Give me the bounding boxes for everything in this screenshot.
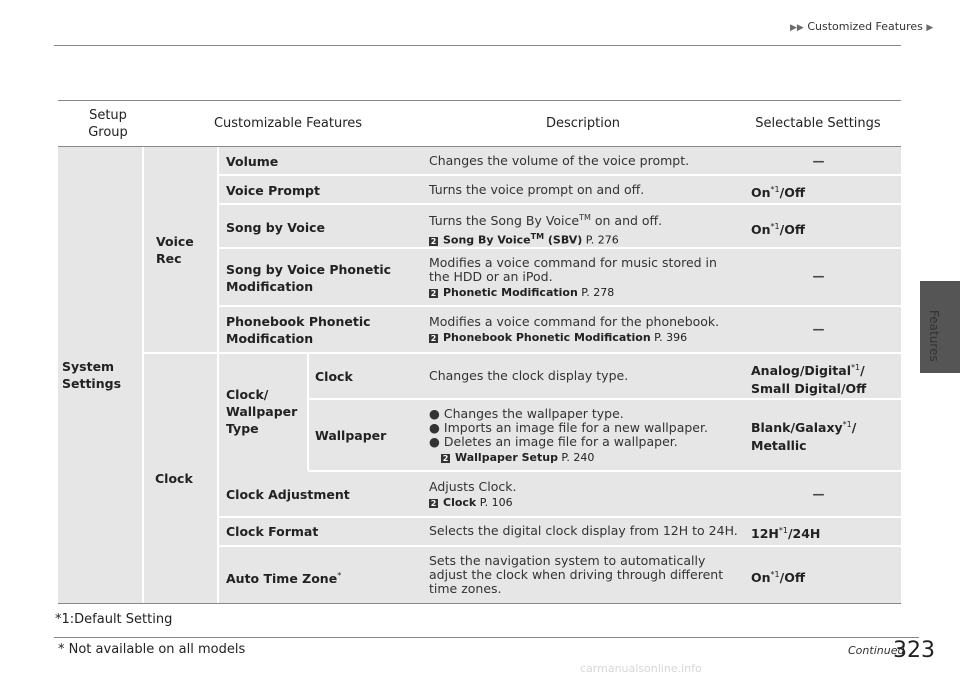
bullet-item: ● Deletes an image file for a wallpaper. [429,434,678,449]
feature-description: Changes the clock display type. [429,368,629,383]
cross-reference[interactable]: 2 Phonebook Phonetic Modification P. 396 [430,331,688,344]
bullet-item: ● Changes the wallpaper type. [429,406,624,421]
feature-description [429,407,708,465]
feature-name: Wallpaper [315,428,387,443]
cross-reference[interactable]: 2 Wallpaper Setup P. 240 [442,451,595,464]
side-tab-label: Features [927,310,941,362]
subgroup-voice-rec: Voice Rec [156,234,194,266]
selectable-setting: Blank/Galaxy$^{*1}$/ Metallic [751,420,857,454]
table-row [218,147,901,176]
selectable-setting: On$^{*1}$/Off [751,570,805,586]
feature-name: Phonebook Phonetic Modification [226,314,371,346]
breadcrumb [790,20,933,33]
cross-reference[interactable]: 2 Phonetic Modification P. 278 [430,286,615,299]
header-description: Description [545,116,621,131]
arrow-icon: ▶▶ [790,23,804,33]
top-divider [54,45,901,46]
not-available-note: * Not available on all models [58,642,246,657]
table-row [218,249,901,307]
page-reference-icon: 2 [442,454,449,463]
page-number: 323 [893,638,935,663]
feature-description: Changes the volume of the voice prompt. [429,153,690,168]
feature-name: Volume [226,154,279,169]
header-setup-group: Setup Group [88,108,128,140]
page-reference-icon: 2 [430,289,437,298]
setting-dash: — [812,269,825,283]
table-top-rule [58,100,901,101]
feature-description: Sets the navigation system to automatically adjust the clock when driving through different time zones. [429,553,724,596]
table-bottom-rule [58,603,901,604]
feature-name: Song by Voice [226,220,325,235]
default-setting-footnote: *1:Default Setting [55,612,173,627]
continued-label: Continued [848,644,905,657]
feature-description: Turns the Song By Voice™ on and off. 2 Song By Voice™ (SBV) P. 276 [429,213,663,247]
header-selectable-settings: Selectable Settings [755,116,881,131]
selectable-setting: $12H^{*1}/24H$ [751,526,821,542]
cross-reference[interactable]: 2 Song By Voice™ (SBV) P. 276 [430,232,619,247]
feature-name: Clock Adjustment [226,487,350,502]
feature-description: Modifies a voice command for music stored in the HDD or an iPod. 2 Phonetic Modification P. 278 [429,255,717,299]
feature-name: Auto Time Zone* [226,571,342,587]
feature-description: Modifies a voice command for the phonebook. 2 Phonebook Phonetic Modification P. 396 [429,314,720,344]
setting-dash: — [812,322,825,336]
header-customizable-features: Customizable Features [213,116,363,131]
feature-name: Clock Format [226,524,319,539]
bullet-item: ● Imports an image file for a new wallpaper. [429,420,708,435]
feature-description: Turns the voice prompt on and off. [429,182,645,197]
feature-description: Selects the digital clock display from 12H to 24H. [429,523,738,538]
table-row [308,354,901,400]
feature-name: Clock [315,369,353,384]
page-reference-icon: 2 [430,334,437,343]
breadcrumb-label: Customized Features [807,20,923,33]
watermark: carmanualsonline.info [580,662,702,675]
table-row [218,518,901,547]
subgroup-clock: Clock [155,471,193,486]
page-reference-icon: 2 [430,236,437,246]
page-reference-icon: 2 [430,499,437,508]
selectable-setting: Analog/Digital$^{*1}$/ Small Digital/Off [751,363,867,397]
selectable-setting: On$^{*1}$/Off [751,185,805,201]
table-row [218,307,901,352]
setting-dash: — [812,487,825,501]
table-row [218,547,901,603]
group-system-settings: System Settings [62,359,122,391]
bottom-divider [54,637,919,638]
feature-name: Song by Voice Phonetic Modification [226,262,392,294]
cross-reference[interactable]: 2 Clock P. 106 [430,496,513,509]
arrow-icon: ▶ [926,23,934,33]
column-divider [142,147,144,603]
selectable-setting: On$^{*1}$/Off [751,222,805,238]
table-row [218,176,901,205]
setting-dash: — [812,154,825,168]
table-row [218,472,901,518]
subgroup-clock-wallpaper-type: Clock/ Wallpaper Type [226,387,298,436]
feature-description: Adjusts Clock. 2 Clock P. 106 [429,479,517,509]
table-row [308,400,901,472]
table-row [218,205,901,249]
feature-name: Voice Prompt [226,183,320,198]
